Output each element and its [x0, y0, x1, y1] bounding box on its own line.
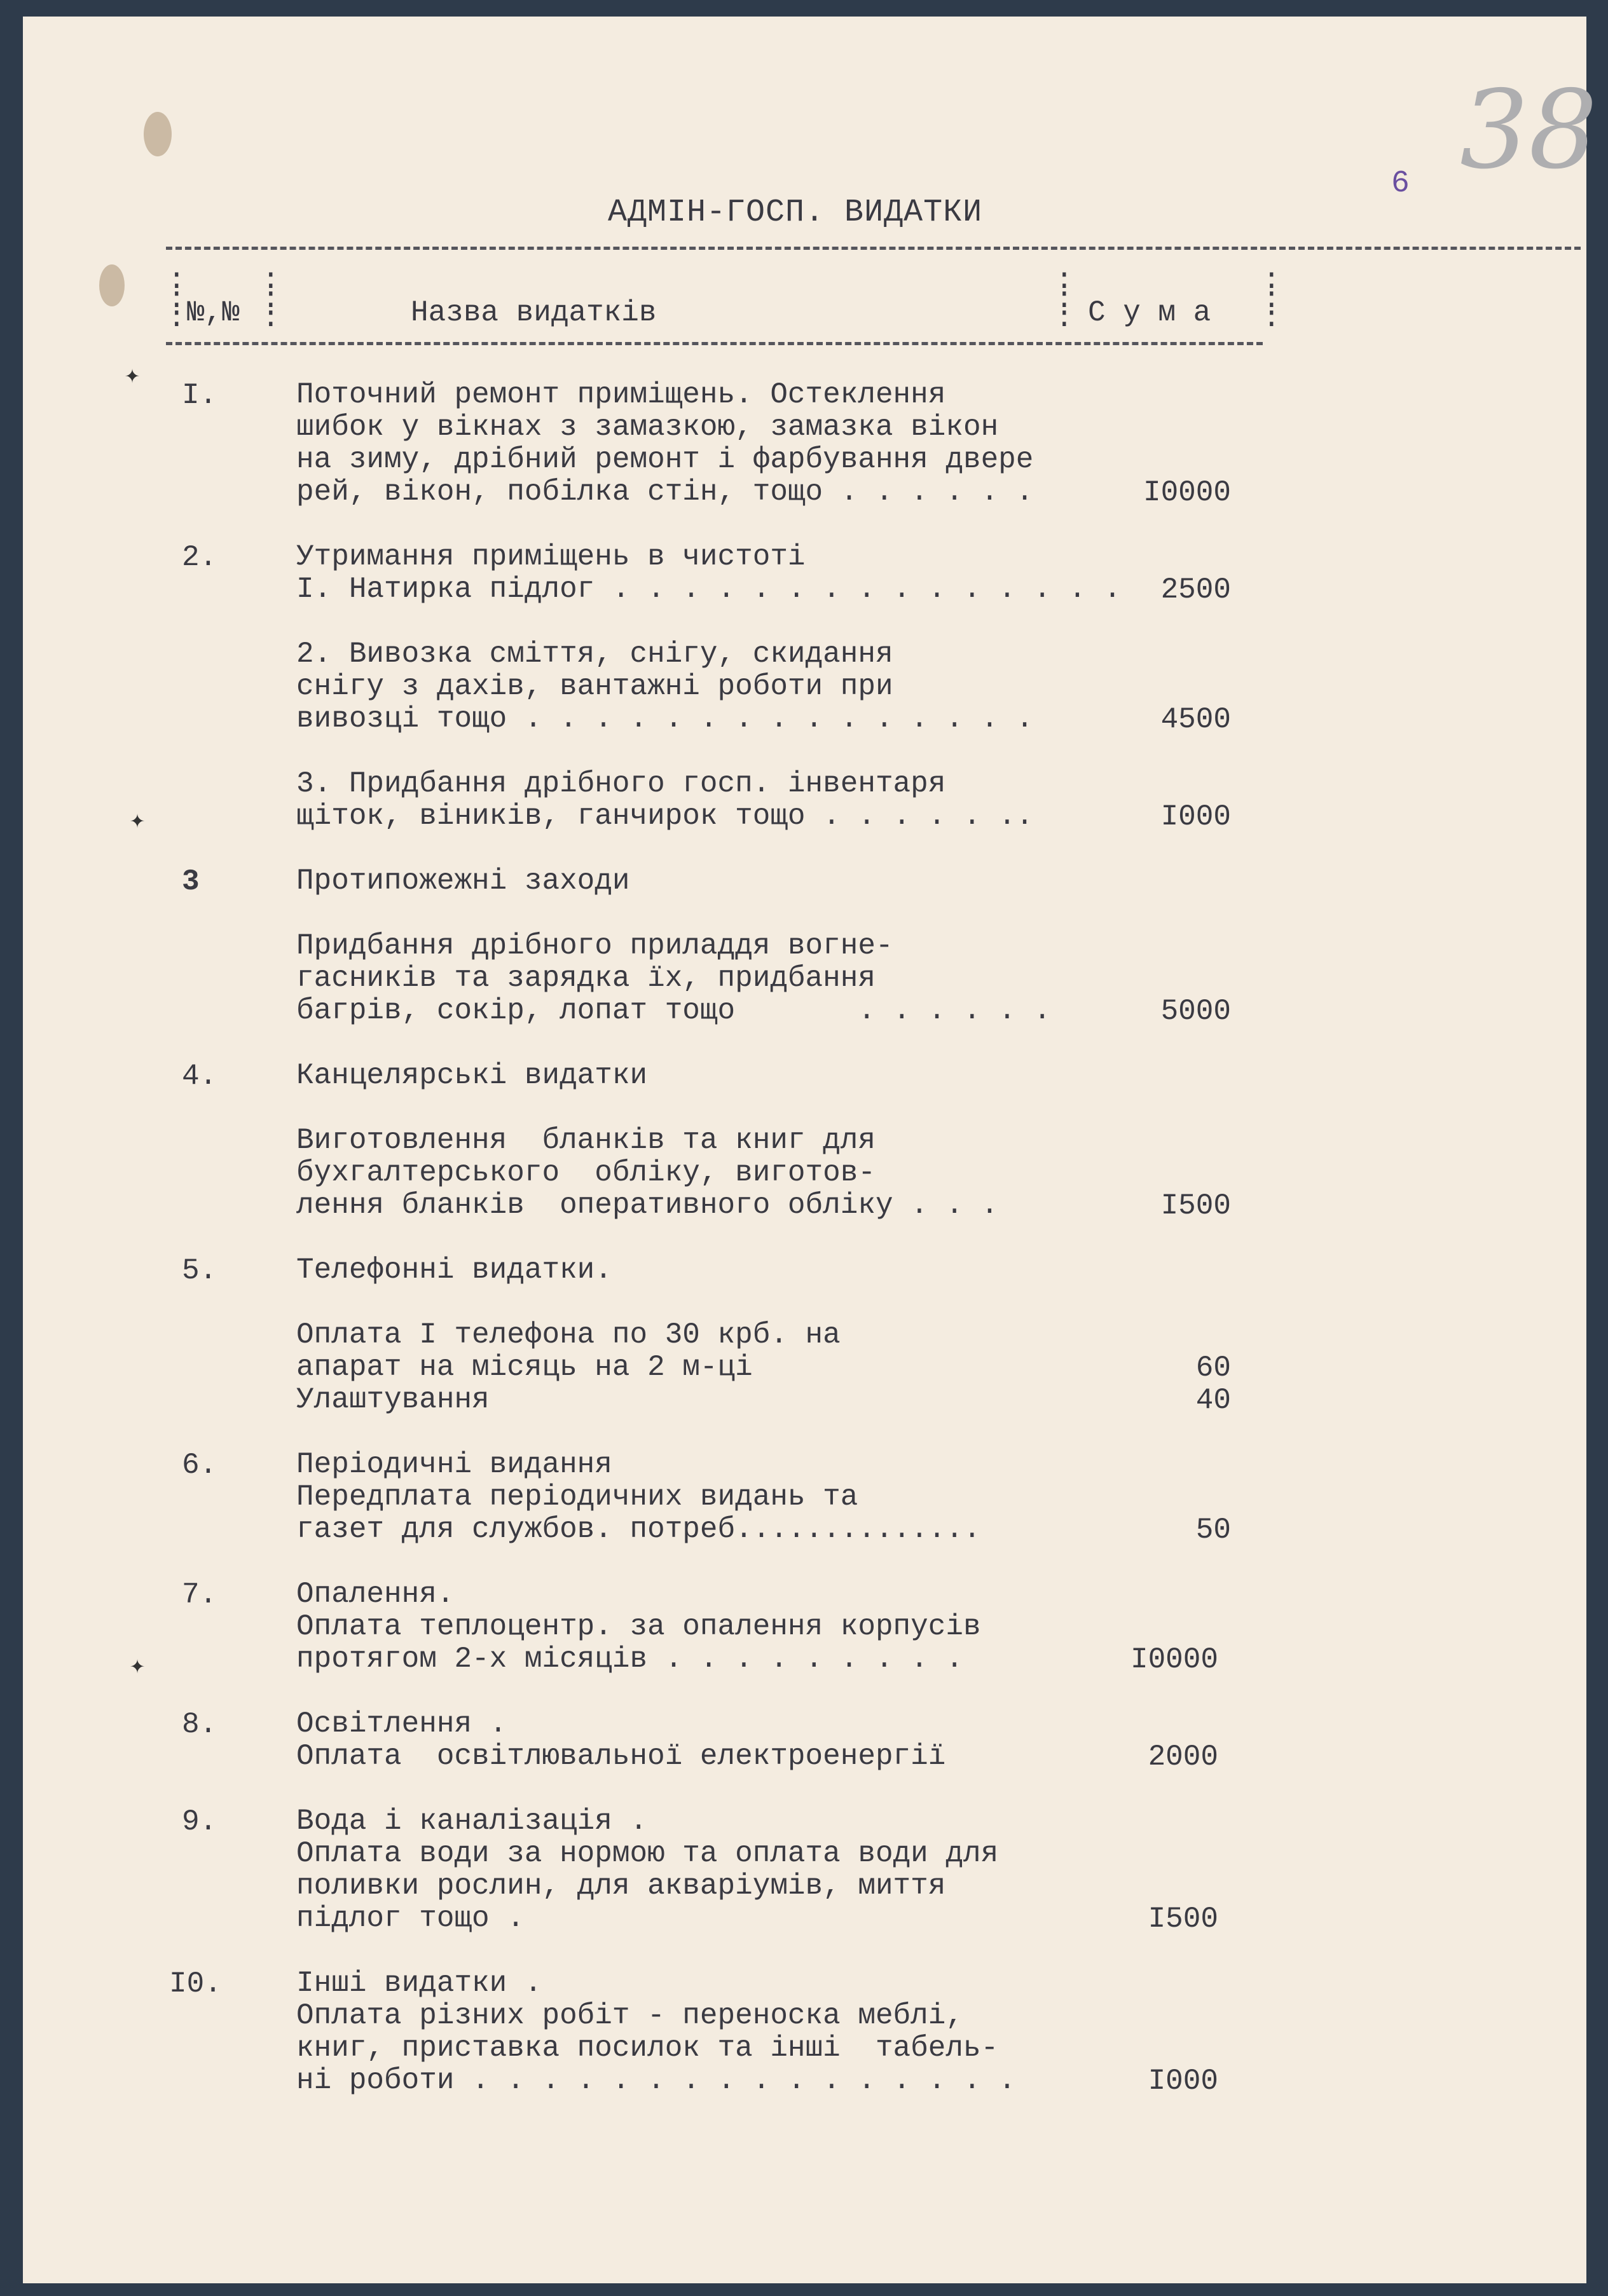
header-number: №,№: [187, 296, 240, 329]
item-amount: 40: [1195, 1384, 1231, 1417]
pencil-page-number: 38: [1460, 67, 1598, 193]
item-text: 3. Придбання дрібного госп. інвентаря щіток, віників, ганчирок тощо . . . . . ..: [296, 767, 1034, 833]
margin-mark: ✦: [130, 1653, 146, 1681]
header-colons: : : :: [168, 264, 186, 335]
item-text: 2. Вивозка сміття, снігу, скидання снігу з дахів, вантажні роботи при вивозці тощо . . . . . . . . . . . . . . .: [296, 638, 1034, 735]
item-number: 8.: [182, 1708, 217, 1741]
item-amount: І500: [1160, 1189, 1231, 1222]
item-amount: І000: [1148, 2065, 1218, 2098]
header-top-rule: [166, 247, 1581, 250]
item-text: Телефонні видатки.: [296, 1254, 612, 1287]
header-colons: : : :: [1263, 264, 1281, 335]
item-amount: 50: [1195, 1514, 1231, 1547]
item-amount: 60: [1195, 1351, 1231, 1384]
item-text: Вода і каналізація . Оплата води за нормою та оплата води для поливки рослин, для акваріумів, миття підлог тощо .: [296, 1805, 999, 1935]
item-text: Поточний ремонт приміщень. Остеклення шибок у вікнах з замазкою, замазка вікон на зиму, дрібний ремонт і фарбування двере рей, вікон, побілка стін, тощо . . . . . .: [296, 378, 1034, 509]
margin-mark: ✦: [130, 807, 146, 836]
header-bottom-rule: [166, 342, 1263, 345]
punch-hole-mark: [99, 264, 125, 306]
item-number: 9.: [182, 1805, 217, 1838]
page-number: 6: [1391, 167, 1410, 201]
item-text: Виготовлення бланків та книг для бухгалтерського обліку, виготов- лення бланків оперативного обліку . . .: [296, 1124, 999, 1222]
page-title: АДМІН-ГОСП. ВИДАТКИ: [608, 195, 983, 231]
margin-mark: ✦: [125, 362, 141, 391]
item-text: Опалення. Оплата теплоцентр. за опалення корпусів протягом 2-х місяців . . . . . . . . .: [296, 1578, 981, 1676]
item-number: 7.: [182, 1578, 217, 1611]
item-text: Утримання приміщень в чистоті І. Натирка підлог . . . . . . . . . . . . . . .: [296, 540, 1122, 606]
item-text: Освітлення . Оплата освітлювальної електроенергії: [296, 1707, 946, 1773]
item-text: Інші видатки . Оплата різних робіт - переноска меблі, книг, приставка посилок та інші табель- ні роботи . . . . . . . . . . . . . . . .: [296, 1967, 1016, 2097]
item-text: Канцелярські видатки: [296, 1059, 648, 1092]
item-amount: І0000: [1143, 476, 1231, 509]
item-text: Придбання дрібного приладдя вогне- гасників та зарядка їх, придбання багрів, сокір, лопат тощо . . . . . .: [296, 929, 1051, 1027]
item-amount: 2000: [1148, 1740, 1218, 1773]
document-page: [23, 17, 1598, 2283]
item-amount: І500: [1148, 1903, 1218, 1936]
item-amount: І0000: [1130, 1643, 1218, 1676]
item-amount: 2500: [1160, 573, 1231, 606]
item-number: 5.: [182, 1254, 217, 1287]
item-text: Періодичні видання Передплата періодичних видань та газет для службов. потреб..............: [296, 1448, 981, 1546]
header-colons: : : :: [262, 264, 280, 335]
header-sum: С у м а: [1088, 296, 1211, 329]
item-amount: 4500: [1160, 703, 1231, 736]
item-number: 2.: [182, 541, 217, 574]
item-amount: 5000: [1160, 995, 1231, 1028]
item-text: Улаштування: [296, 1383, 490, 1416]
item-number: І0.: [169, 1967, 222, 2000]
item-number: 3: [182, 865, 200, 898]
item-number: 6.: [182, 1449, 217, 1482]
punch-hole-mark: [144, 112, 172, 156]
item-amount: І000: [1160, 800, 1231, 833]
header-colons: : : :: [1055, 264, 1073, 335]
header-name: Назва видатків: [411, 296, 657, 329]
item-number: 4.: [182, 1060, 217, 1093]
item-text: Протипожежні заходи: [296, 864, 630, 898]
item-number: І.: [182, 379, 217, 412]
item-text: Оплата І телефона по 30 крб. на апарат на місяць на 2 м-ці: [296, 1318, 841, 1384]
